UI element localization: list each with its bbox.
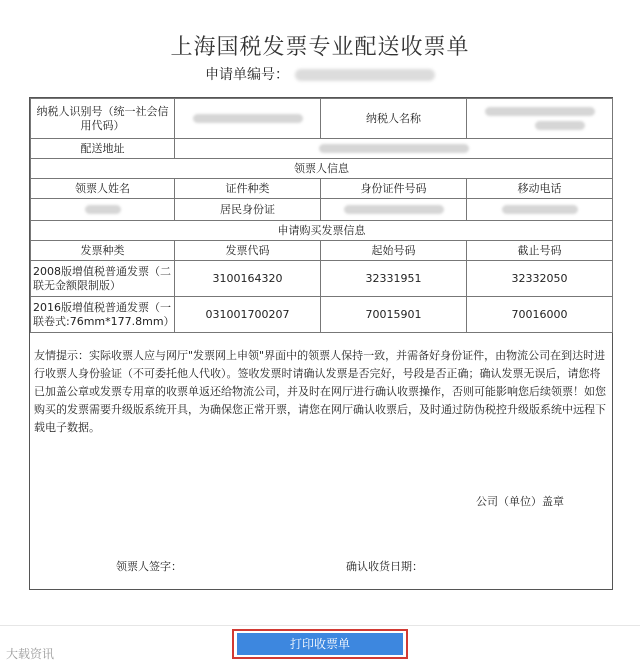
application-number-label: 申请单编号： [205,67,289,83]
receipt-table [30,98,613,333]
recipient-header-id-number: 身份证件号码 [321,179,467,199]
recipient-header-phone: 移动电话 [467,179,613,199]
table-row [31,261,613,297]
print-button[interactable] [232,629,408,659]
invoice-end-number: 70016000 [467,297,613,333]
taxpayer-id-value [175,99,321,139]
receipt-date-label: 确认收货日期： [346,560,423,573]
invoice-end-number: 32332050 [467,261,613,297]
seal-label: 公司（单位）盖章 [476,495,564,508]
recipient-header-id-type: 证件种类 [175,179,321,199]
recipient-id-type-value: 居民身份证 [175,199,321,221]
watermark-logo: 大载资讯 [6,647,55,661]
recipient-header-name: 领票人姓名 [31,179,175,199]
invoice-header-start: 起始号码 [321,241,467,261]
recipient-phone-value [467,199,613,221]
invoice-type: 2016版增值税普通发票（一联卷式:76mm*177.8mm） [31,297,175,333]
page-title: 上海国税发票专业配送收票单 [170,35,470,60]
receipt-form [29,97,613,590]
recipient-name-value [31,199,175,221]
invoice-code: 031001700207 [175,297,321,333]
application-number [205,64,435,84]
invoice-start-number: 70015901 [321,297,467,333]
invoice-header-end: 截止号码 [467,241,613,261]
invoice-header-type: 发票种类 [31,241,175,261]
invoice-code: 3100164320 [175,261,321,297]
address-label: 配送地址 [31,139,175,159]
invoice-section-title: 申请购买发票信息 [31,221,613,241]
recipient-section-title: 领票人信息 [31,159,613,179]
invoice-header-code: 发票代码 [175,241,321,261]
table-row [31,297,613,333]
taxpayer-name-value [467,99,613,139]
signature-label: 领票人签字： [116,560,182,573]
taxpayer-id-label: 纳税人识别号（统一社会信用代码） [31,99,175,139]
recipient-id-number-value [321,199,467,221]
address-value [175,139,613,159]
notice-text: 友情提示：实际收票人应与网厅"发票网上申领"界面中的领票人保持一致，并需备好身份证件，由物流公司在到达时进行收票人身份验证（不可委托他人代收）。签收发票时请确认发票是否完好，号段是否正确；确认发票无误后，请您将已加盖公章或发票专用章的收票单返还给物流公司，并及时在网厅进行确认收票操作，否则可能影响您后续领票！如您购买的发票需要升级版系统开具，为确保您正常开票，请您在网厅确认收票后，及时通过防伪税控升级版系统中远程下载电子数据。 [34,349,606,434]
application-number-value-redacted [295,69,435,81]
print-button-label: 打印收票单 [237,633,403,655]
invoice-start-number: 32331951 [321,261,467,297]
invoice-type: 2008版增值税普通发票（二联无金额限制版） [31,261,175,297]
taxpayer-name-label: 纳税人名称 [321,99,467,139]
